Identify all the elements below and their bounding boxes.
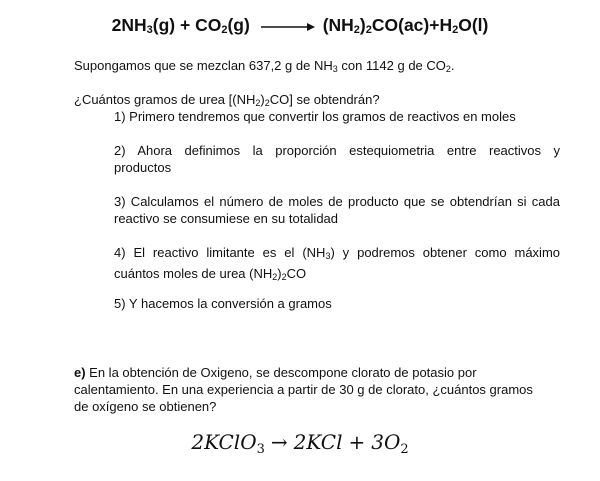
eq-text: 2KClO (191, 430, 257, 454)
text: reactivo se consumiese en su totalidad (114, 211, 339, 226)
text: Supongamos que se mezclan 637,2 g de NH (74, 58, 333, 73)
part-e-line-1 (74, 364, 560, 381)
subscript: 2 (281, 272, 287, 282)
eq-text: CO (195, 15, 222, 35)
text: calentamiento. En una experiencia a partir de 30 g de clorato, ¿cuántos gramos (74, 382, 533, 397)
text: 3) Calculamos el número de moles de producto que se obtendrían si cada (114, 194, 560, 209)
eq-text: (g) (227, 15, 250, 35)
text: de oxígeno se obtienen? (74, 399, 217, 414)
text: 4) El reactivo limitante es el (NH (114, 245, 326, 260)
eq-text: (NH (322, 15, 354, 35)
reaction-arrow-icon: → (270, 430, 288, 454)
text: con 1142 g de CO (337, 58, 446, 73)
eq-text: ) (359, 15, 366, 35)
eq-text: NH (121, 15, 147, 35)
intro-text (74, 57, 455, 78)
text: CO (286, 266, 307, 281)
step-2 (114, 142, 560, 176)
eq-plus: + (348, 430, 366, 454)
part-e-paragraph (74, 364, 560, 415)
step-1 (114, 108, 560, 125)
eq-subscript: 2 (452, 24, 459, 36)
text: ¿Cuántos gramos de urea [(NH (74, 92, 256, 107)
text: productos (114, 160, 172, 175)
text: ) (277, 266, 282, 281)
subscript: 2 (264, 98, 270, 108)
eq-subscript: 2 (400, 442, 409, 457)
eq-subscript: 2 (221, 24, 228, 36)
step-3 (114, 193, 560, 227)
text: 1) Primero tendremos que convertir los gramos de reactivos en moles (114, 109, 516, 124)
eq-subscript: 3 (146, 24, 153, 36)
eq-text: 3O (371, 430, 401, 454)
text: ) y podremos obtener como máximo (330, 245, 560, 260)
eq-text: (g) (152, 15, 176, 35)
subscript: 3 (332, 64, 338, 74)
reaction-equation-kclo3 (0, 430, 600, 457)
reaction-equation-urea (0, 15, 600, 37)
step-4-line-2 (114, 265, 560, 286)
text: CO] se obtendrán? (269, 92, 380, 107)
text: cuántos moles de urea (NH (114, 266, 273, 281)
eq-plus: + (175, 15, 196, 35)
step-5 (114, 295, 560, 312)
subscript: 3 (325, 251, 331, 261)
eq-text: 2KCl (293, 430, 343, 454)
eq-text: 2 (111, 15, 122, 35)
text: . (450, 58, 455, 73)
text: En la obtención de Oxigeno, se descompone clorato de potasio por (85, 365, 477, 380)
eq-text: O(l) (458, 15, 489, 35)
eq-subscript: 2 (365, 24, 372, 36)
eq-text: CO(ac)+H (371, 15, 453, 35)
reaction-arrow-icon (261, 16, 315, 37)
subscript: 2 (445, 64, 451, 74)
eq-subscript: 3 (256, 442, 265, 457)
step-4-line-1 (114, 244, 560, 265)
subscript: 2 (272, 272, 278, 282)
eq-subscript: 2 (353, 24, 360, 36)
part-label: e) (74, 365, 86, 380)
subscript: 2 (255, 98, 261, 108)
text: 2) Ahora definimos la proporción estequiometria entre reactivos y (114, 143, 560, 158)
step-4 (114, 244, 560, 286)
text: 5) Y hacemos la conversión a gramos (114, 296, 332, 311)
text: ) (260, 92, 265, 107)
